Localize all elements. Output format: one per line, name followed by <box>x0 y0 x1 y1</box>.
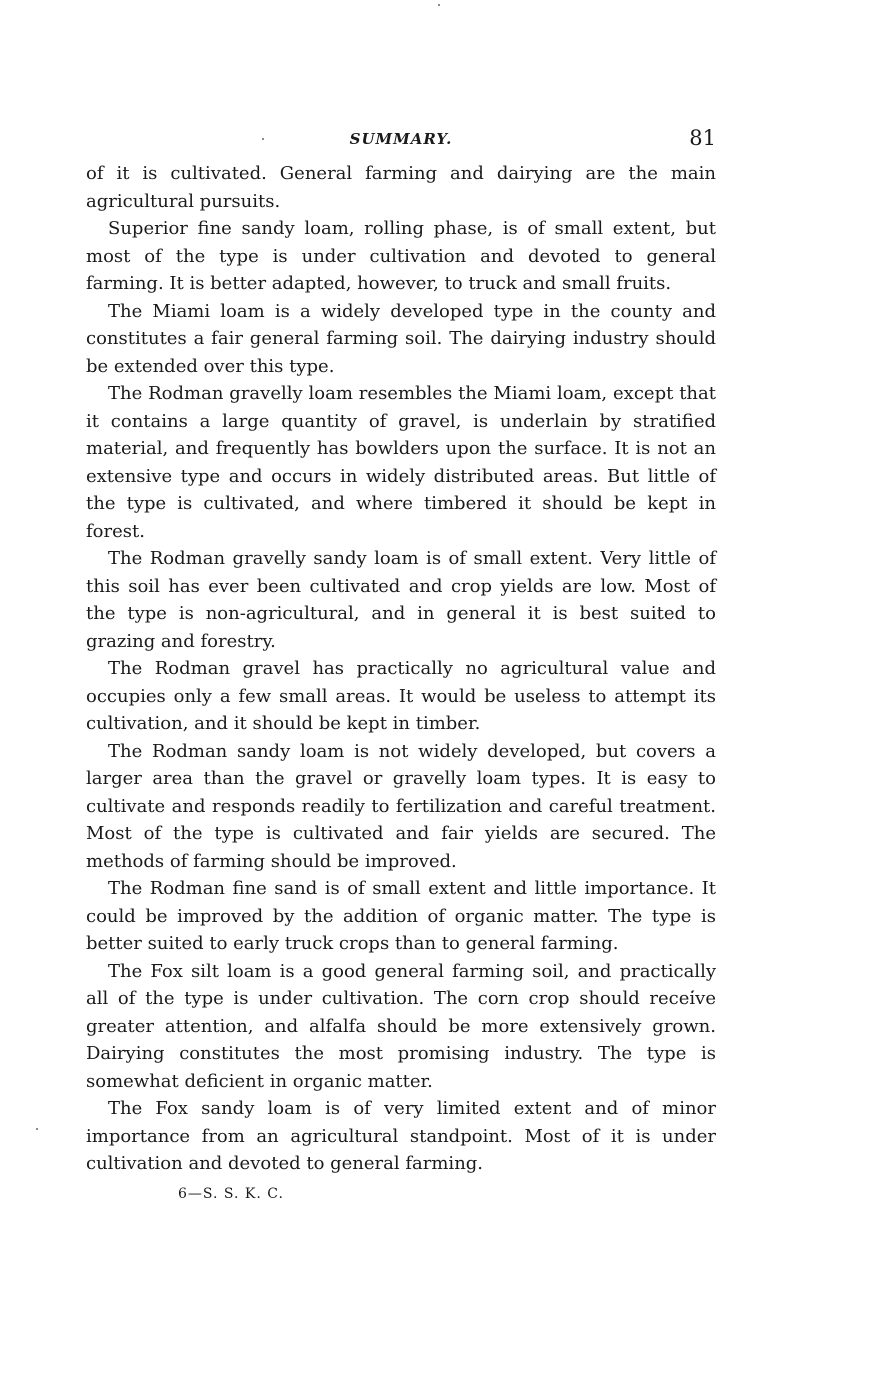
paragraph: of it is cultivated. General farming and dairying are the main agricultural pursuits. <box>86 163 716 212</box>
page-number: 81 <box>689 126 716 150</box>
print-speck <box>438 4 440 6</box>
paragraph: The Rodman gravelly loam resembles the Miami loam, except that it contains a large quantity of gravel, is underlain by stratified material, and frequently has bowlders upon the surface. It is not an extensive type and occurs in widely distributed areas. But little of the type is cultivated, and where timbered it should be kept in forest. <box>86 383 716 542</box>
paragraph: The Rodman gravelly sandy loam is of small extent. Very little of this soil has ever been cultivated and crop yields are low. Most of the type is non-agricultural, and in general it is best suited to grazing and forestry. <box>86 548 716 652</box>
running-title: SUMMARY. <box>349 130 453 148</box>
paragraph: The Miami loam is a widely developed type in the county and constitutes a fair general farming soil. The dairying industry should be extended over this type. <box>86 300 716 377</box>
body-text <box>86 160 716 1178</box>
print-speck <box>36 1128 38 1130</box>
signature-mark: 6—S. S. K. C. <box>178 1185 284 1202</box>
running-header <box>86 120 716 160</box>
paragraph: The Rodman gravel has practically no agricultural value and occupies only a few small areas. It would be useless to attempt its cultivation, and it should be kept in timber. <box>86 658 716 734</box>
paragraph: The Rodman fine sand is of small extent and little importance. It could be improved by the addition of organic matter. The type is better suited to early truck crops than to general farming. <box>86 878 716 954</box>
paragraph: Superior fine sandy loam, rolling phase, is of small extent, but most of the type is under cultivation and devoted to general farming. It is better adapted, however, to truck and small fruits. <box>86 218 716 294</box>
paragraph: The Rodman sandy loam is not widely developed, but covers a larger area than the gravel or gravelly loam types. It is easy to cultivate and responds readily to fertilization and careful treatment. Most of the type is cultivated and fair yields are secured. The methods of farming should be improved. <box>86 740 716 872</box>
paragraph: The Fox sandy loam is of very limited extent and of minor importance from an agricultural standpoint. Most of it is under cultivation and devoted to general farming. <box>86 1098 716 1174</box>
book-page <box>86 120 716 1202</box>
paragraph: The Fox silt loam is a good general farming soil, and practically all of the type is under cultivation. The corn crop should receive greater attention, and alfalfa should be more extensively grown. Dairying constitutes the most promising industry. The type is somewhat deficient in organic matter. <box>86 960 716 1092</box>
